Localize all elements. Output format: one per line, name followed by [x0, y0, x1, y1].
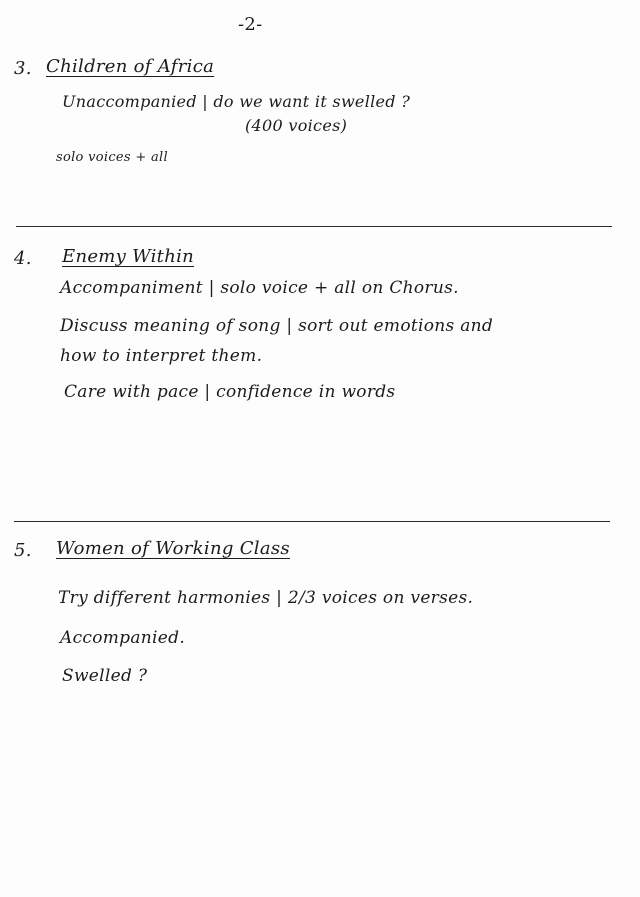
section-5-number: 5. [14, 540, 32, 561]
section-4-title: Enemy Within [62, 246, 195, 267]
section-divider [16, 226, 612, 227]
section-4-line-3: how to interpret them. [60, 346, 263, 366]
section-5-line-3: Swelled ? [62, 666, 148, 686]
section-3-line-3: solo voices + all [56, 150, 168, 165]
section-3-line-2: (400 voices) [245, 116, 348, 135]
section-4-number: 4. [14, 248, 32, 269]
section-3-line-1: Unaccompanied | do we want it swelled ? [62, 92, 411, 111]
section-5-title: Women of Working Class [56, 538, 290, 559]
section-divider [14, 521, 610, 522]
section-3-title: Children of Africa [46, 56, 215, 77]
section-4-line-1: Accompaniment | solo voice + all on Chorus. [60, 278, 459, 298]
section-4-line-4: Care with pace | confidence in words [64, 382, 396, 402]
page-number: -2- [238, 14, 263, 35]
section-4-line-2: Discuss meaning of song | sort out emotions and [60, 316, 494, 336]
section-3-number: 3. [14, 58, 32, 79]
section-5-line-2: Accompanied. [60, 628, 186, 648]
section-5-line-1: Try different harmonies | 2/3 voices on verses. [58, 588, 474, 608]
